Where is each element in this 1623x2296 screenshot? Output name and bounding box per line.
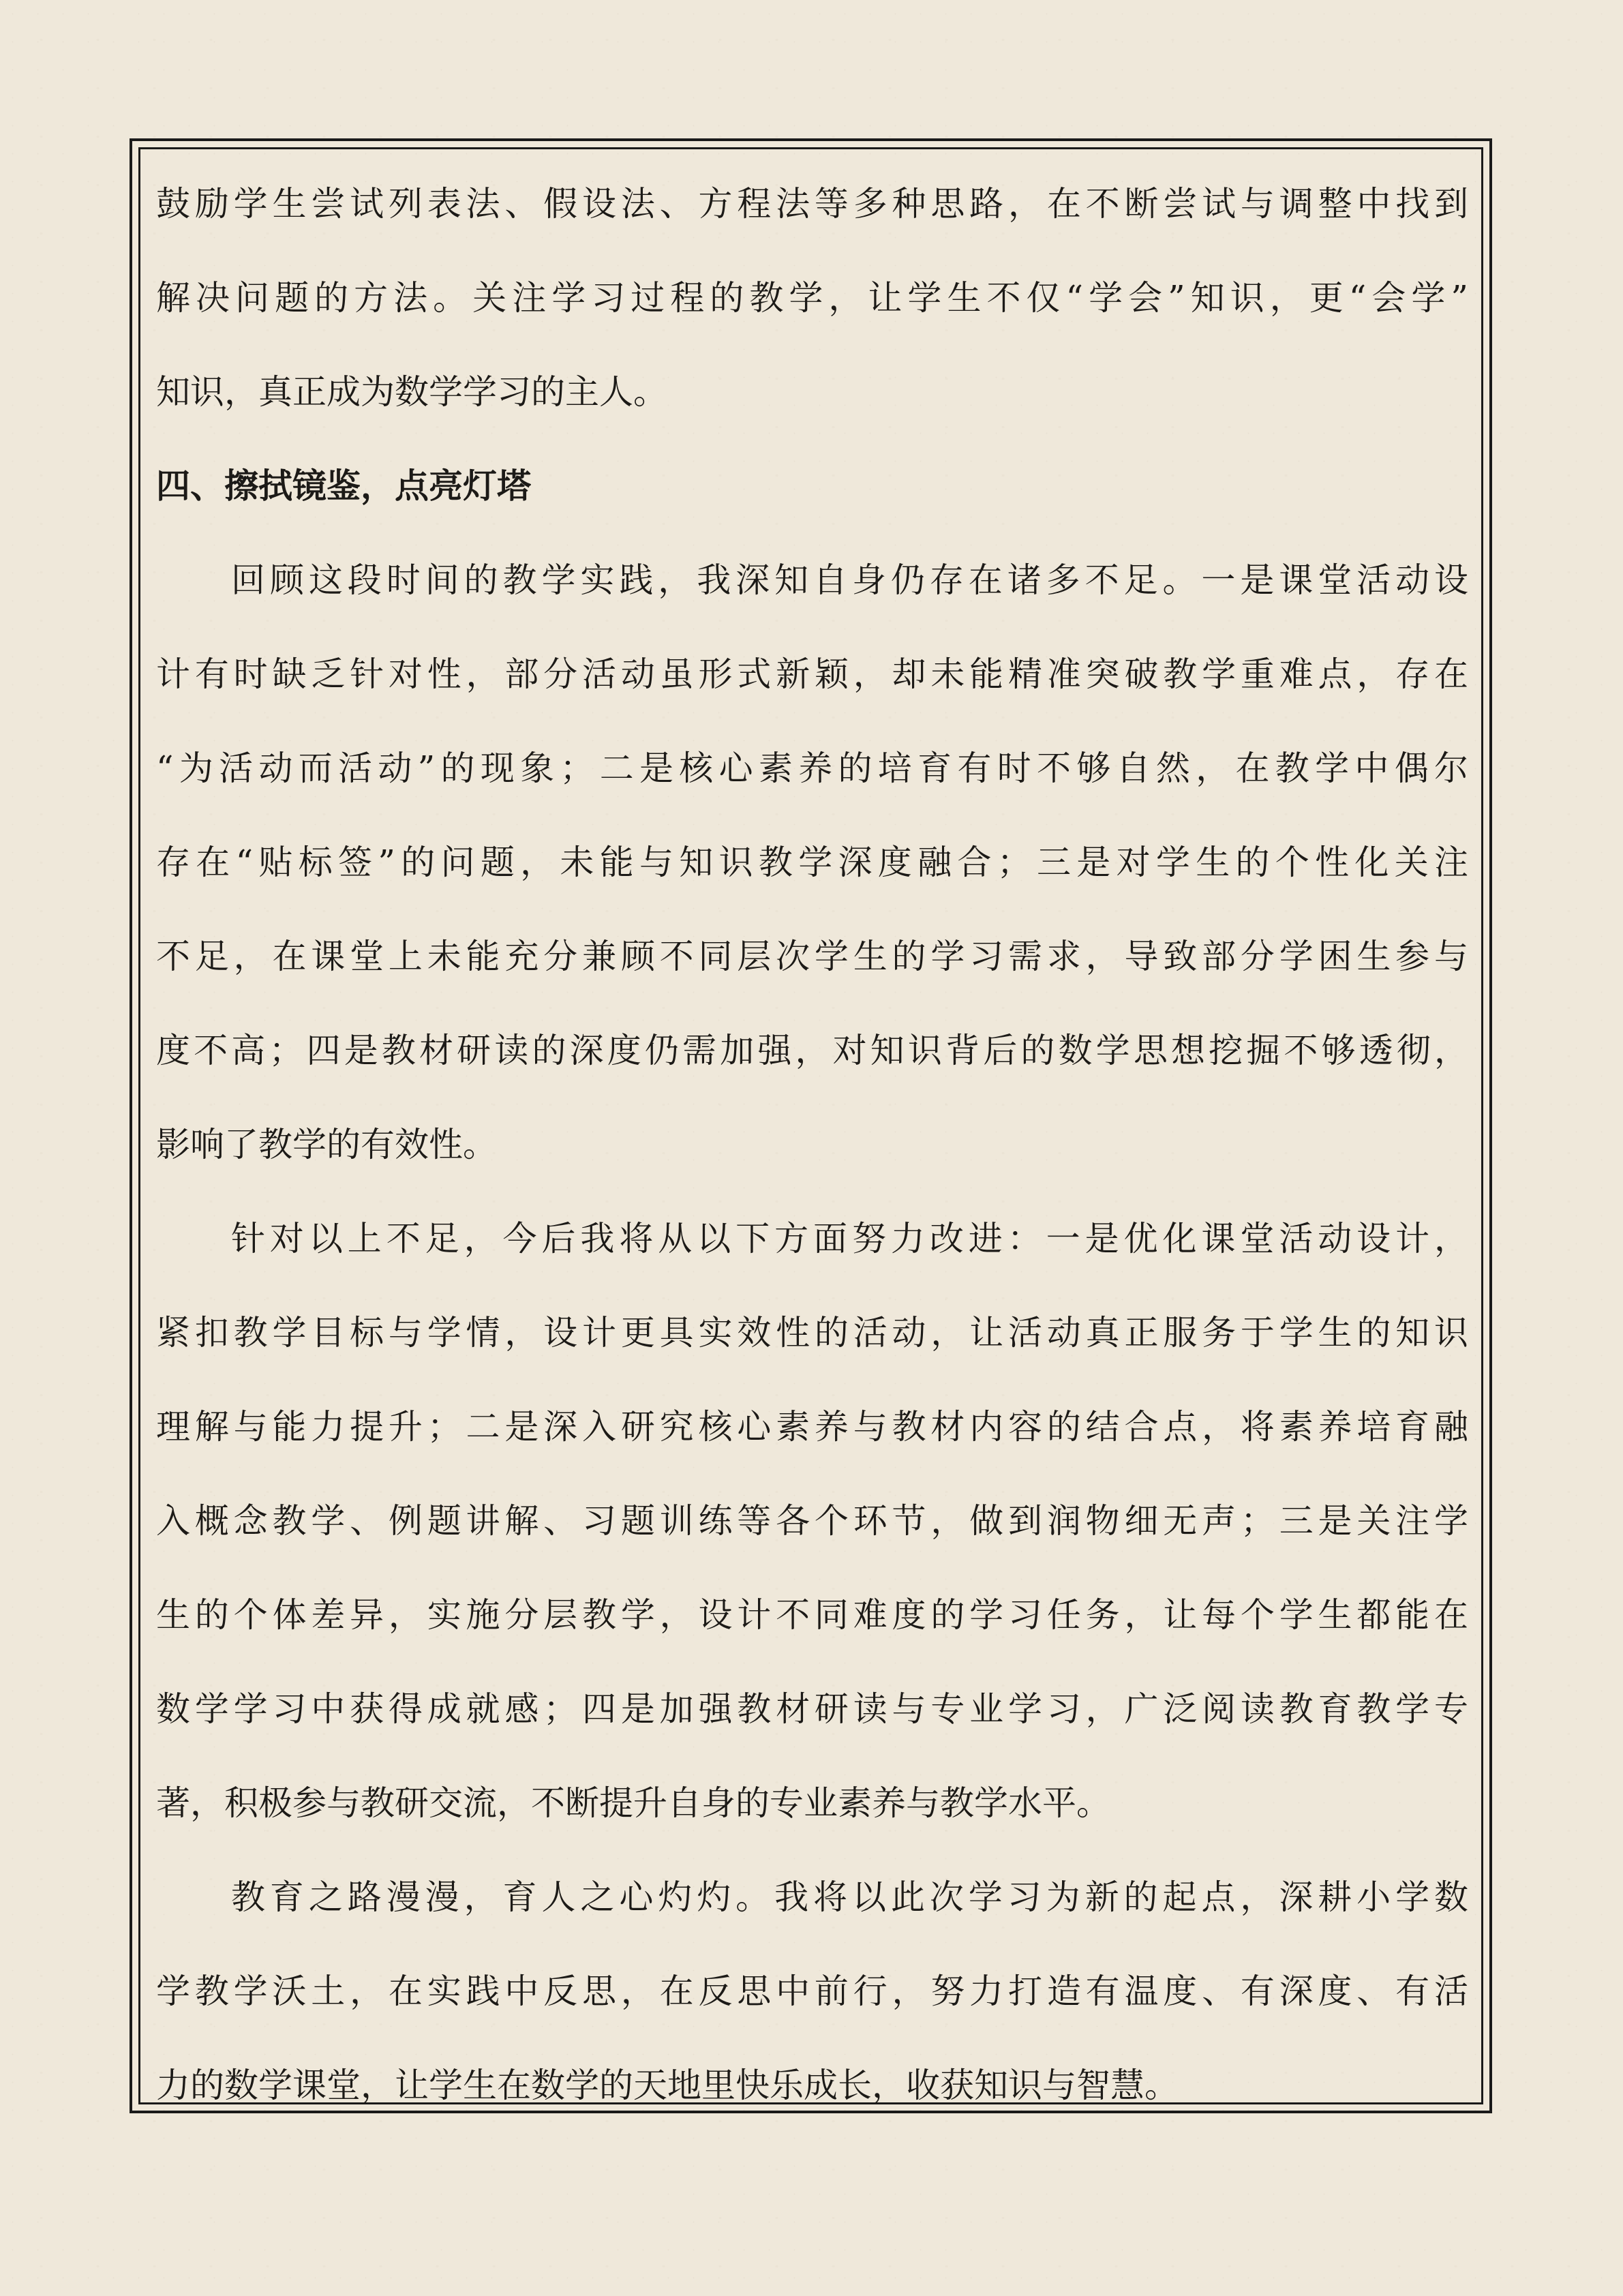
text-line-13: 紧扣教学目标与学情，设计更具实效性的活动，让活动真正服务于学生的知识	[156, 1313, 1468, 1353]
text-line-12: 针对以上不足，今后我将从以下方面努力改进：一是优化课堂活动设计，	[231, 1219, 1468, 1258]
section-heading: 四、擦拭镜鉴，点亮灯塔	[156, 466, 531, 506]
text-line-8: 存在“贴标签”的问题，未能与知识教学深度融合；三是对学生的个性化关注	[156, 843, 1468, 882]
text-line-16: 生的个体差异，实施分层教学，设计不同难度的学习任务，让每个学生都能在	[156, 1595, 1468, 1635]
text-line-19: 教育之路漫漫，育人之心灼灼。我将以此次学习为新的起点，深耕小学数	[231, 1877, 1468, 1917]
text-line-21: 力的数学课堂，让学生在数学的天地里快乐成长，收获知识与智慧。	[156, 2066, 1179, 2105]
text-line-17: 数学学习中获得成就感；四是加强教材研读与专业学习，广泛阅读教育教学专	[156, 1689, 1468, 1729]
text-line-11: 影响了教学的有效性。	[156, 1125, 497, 1164]
text-line-18: 著，积极参与教研交流，不断提升自身的专业素养与教学水平。	[156, 1783, 1110, 1823]
document-body	[156, 157, 1468, 2132]
text-line-10: 度不高；四是教材研读的深度仍需加强，对知识背后的数学思想挖掘不够透彻，	[156, 1031, 1468, 1070]
text-line-15: 入概念教学、例题讲解、习题训练等各个环节，做到润物细无声；三是关注学	[156, 1501, 1468, 1541]
text-line-3: 知识，真正成为数学学习的主人。	[156, 372, 667, 412]
text-line-20: 学教学沃土，在实践中反思，在反思中前行，努力打造有温度、有深度、有活	[156, 1972, 1468, 2011]
text-line-6: 计有时缺乏针对性，部分活动虽形式新颖，却未能精准突破教学重难点，存在	[156, 654, 1468, 694]
text-line-9: 不足，在课堂上未能充分兼顾不同层次学生的学习需求，导致部分学困生参与	[156, 937, 1468, 976]
text-line-2: 解决问题的方法。关注学习过程的教学，让学生不仅“学会”知识，更“会学”	[156, 278, 1468, 318]
text-line-1: 鼓励学生尝试列表法、假设法、方程法等多种思路，在不断尝试与调整中找到	[156, 184, 1468, 224]
text-line-7: “为活动而活动”的现象；二是核心素养的培育有时不够自然，在教学中偶尔	[156, 749, 1468, 788]
text-line-5: 回顾这段时间的教学实践，我深知自身仍存在诸多不足。一是课堂活动设	[231, 560, 1468, 600]
text-line-14: 理解与能力提升；二是深入研究核心素养与教材内容的结合点，将素养培育融	[156, 1407, 1468, 1447]
